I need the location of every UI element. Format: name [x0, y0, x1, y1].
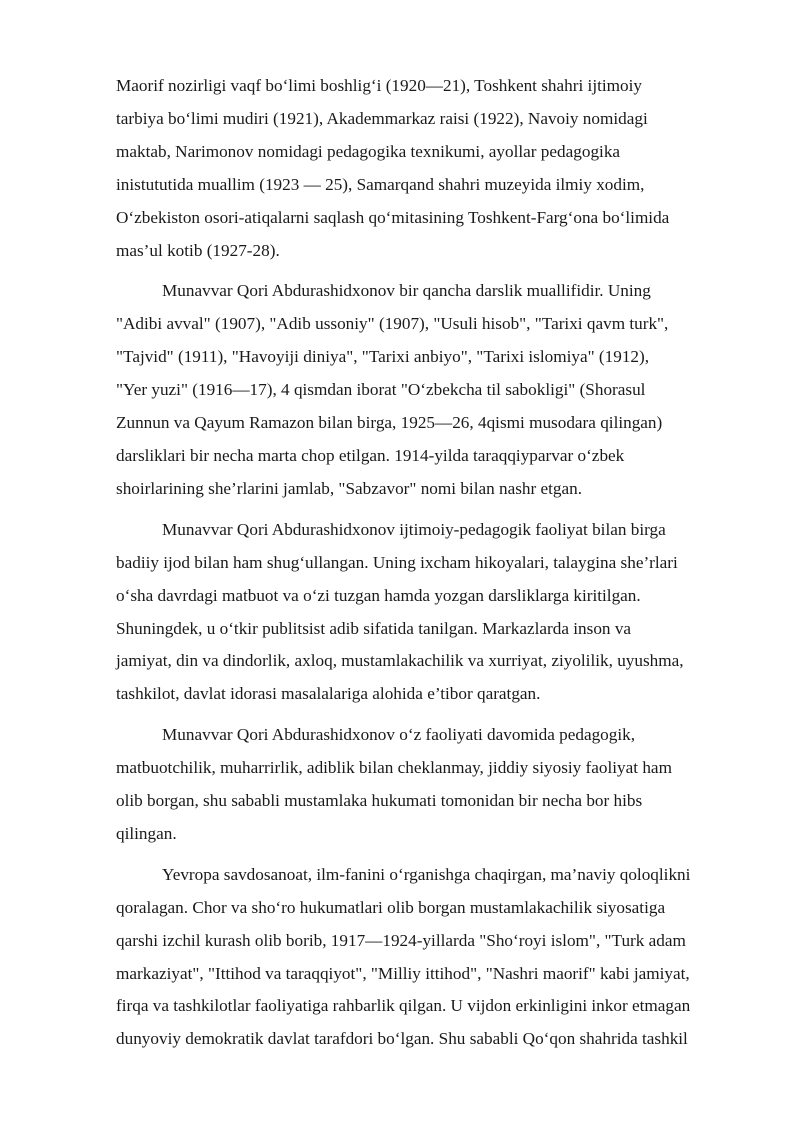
text-line: firqa va tashkilotlar faoliyatiga rahbarlik qilgan. U vijdon erkinligini inkor etmagan [116, 996, 691, 1016]
text-line: shoirlarining she’rlarini jamlab, "Sabzavor" nomi bilan nashr etgan. [116, 478, 583, 498]
text-line: mas’ul kotib (1927-28). [116, 240, 280, 260]
text-line: tashkilot, davlat idorasi masalalariga alohida e’tibor qaratgan. [116, 684, 541, 704]
text-line: Shuningdek, u oʻtkir publitsist adib sifatida tanilgan. Markazlarda inson va [116, 618, 632, 638]
text-line: olib borgan, shu sababli mustamlaka hukumati tomonidan bir necha bor hibs [116, 791, 643, 811]
text-line: badiiy ijod bilan ham shugʻullangan. Uning ixcham hikoyalari, talaygina she’rlari [116, 552, 678, 572]
paragraph-2 [116, 275, 742, 505]
text-line: Zunnun va Qayum Ramazon bilan birga, 1925—26, 4qismi musodara qilingan) [116, 413, 663, 433]
text-line: Munavvar Qori Abdurashidxonov oʻz faoliyati davomida pedagogik, [162, 725, 636, 745]
text-line: Yevropa savdosanoat, ilm-fanini oʻrganishga chaqirgan, ma’naviy qoloqlikni [162, 864, 691, 884]
text-line: "Yer yuzi" (1916—17), 4 qismdan iborat "Oʻzbekcha til sabokligi" (Shorasul [116, 380, 646, 400]
text-line: qilingan. [116, 823, 177, 843]
text-line: "Tajvid" (1911), "Havoyiji diniya", "Tarixi anbiyo", "Tarixi islomiya" (1912), [116, 347, 650, 367]
text-line: darsliklari bir necha marta chop etilgan. 1914-yilda taraqqiyparvar oʻzbek [116, 445, 625, 465]
paragraph-5 [116, 859, 742, 1056]
text-line: oʻsha davrdagi matbuot va oʻzi tuzgan hamda yozgan darsliklarga kiritilgan. [116, 585, 641, 605]
text-line: "Adibi avval" (1907), "Adib ussoniy" (1907), "Usuli hisob", "Tarixi qavm turk", [116, 314, 669, 334]
text-line: Munavvar Qori Abdurashidxonov bir qancha darslik muallifidir. Uning [162, 281, 651, 301]
text-line: qoralagan. Chor va shoʻro hukumatlari olib borgan mustamlakachilik siyosatiga [116, 897, 666, 917]
text-line: dunyoviy demokratik davlat tarafdori boʻlgan. Shu sababli Qoʻqon shahrida tashkil [116, 1029, 688, 1049]
text-line: markaziyat", "Ittihod va taraqqiyot", "Milliy ittihod", "Nashri maorif" kabi jamiyat, [116, 963, 690, 983]
text-line: jamiyat, din va dindorlik, axloq, mustamlakachilik va xurriyat, ziyolilik, uyushma, [116, 651, 684, 671]
text-line: maktab, Narimonov nomidagi pedagogika texnikumi, ayollar pedagogika [116, 141, 621, 161]
text-line: tarbiya boʻlimi mudiri (1921), Akademmarkaz raisi (1922), Navoiy nomidagi [116, 108, 648, 128]
paragraph-1 [116, 70, 742, 267]
paragraph-3 [116, 514, 742, 711]
text-line: matbuotchilik, muharrirlik, adiblik bilan cheklanmay, jiddiy siyosiy faoliyat ham [116, 758, 672, 778]
text-line: Oʻzbekiston osori-atiqalarni saqlash qoʻmitasining Toshkent-Fargʻona boʻlimida [116, 207, 670, 227]
text-line: inistututida muallim (1923 — 25), Samarqand shahri muzeyida ilmiy xodim, [116, 174, 645, 194]
text-line: Munavvar Qori Abdurashidxonov ijtimoiy-pedagogik faoliyat bilan birga [162, 519, 666, 539]
document-body [116, 70, 742, 1064]
text-line: Maorif nozirligi vaqf boʻlimi boshligʻi (1920—21), Toshkent shahri ijtimoiy [116, 76, 642, 95]
text-line: qarshi izchil kurash olib borib, 1917—1924-yillarda "Shoʻroyi islom", "Turk adam [116, 930, 686, 950]
paragraph-4 [116, 719, 742, 851]
